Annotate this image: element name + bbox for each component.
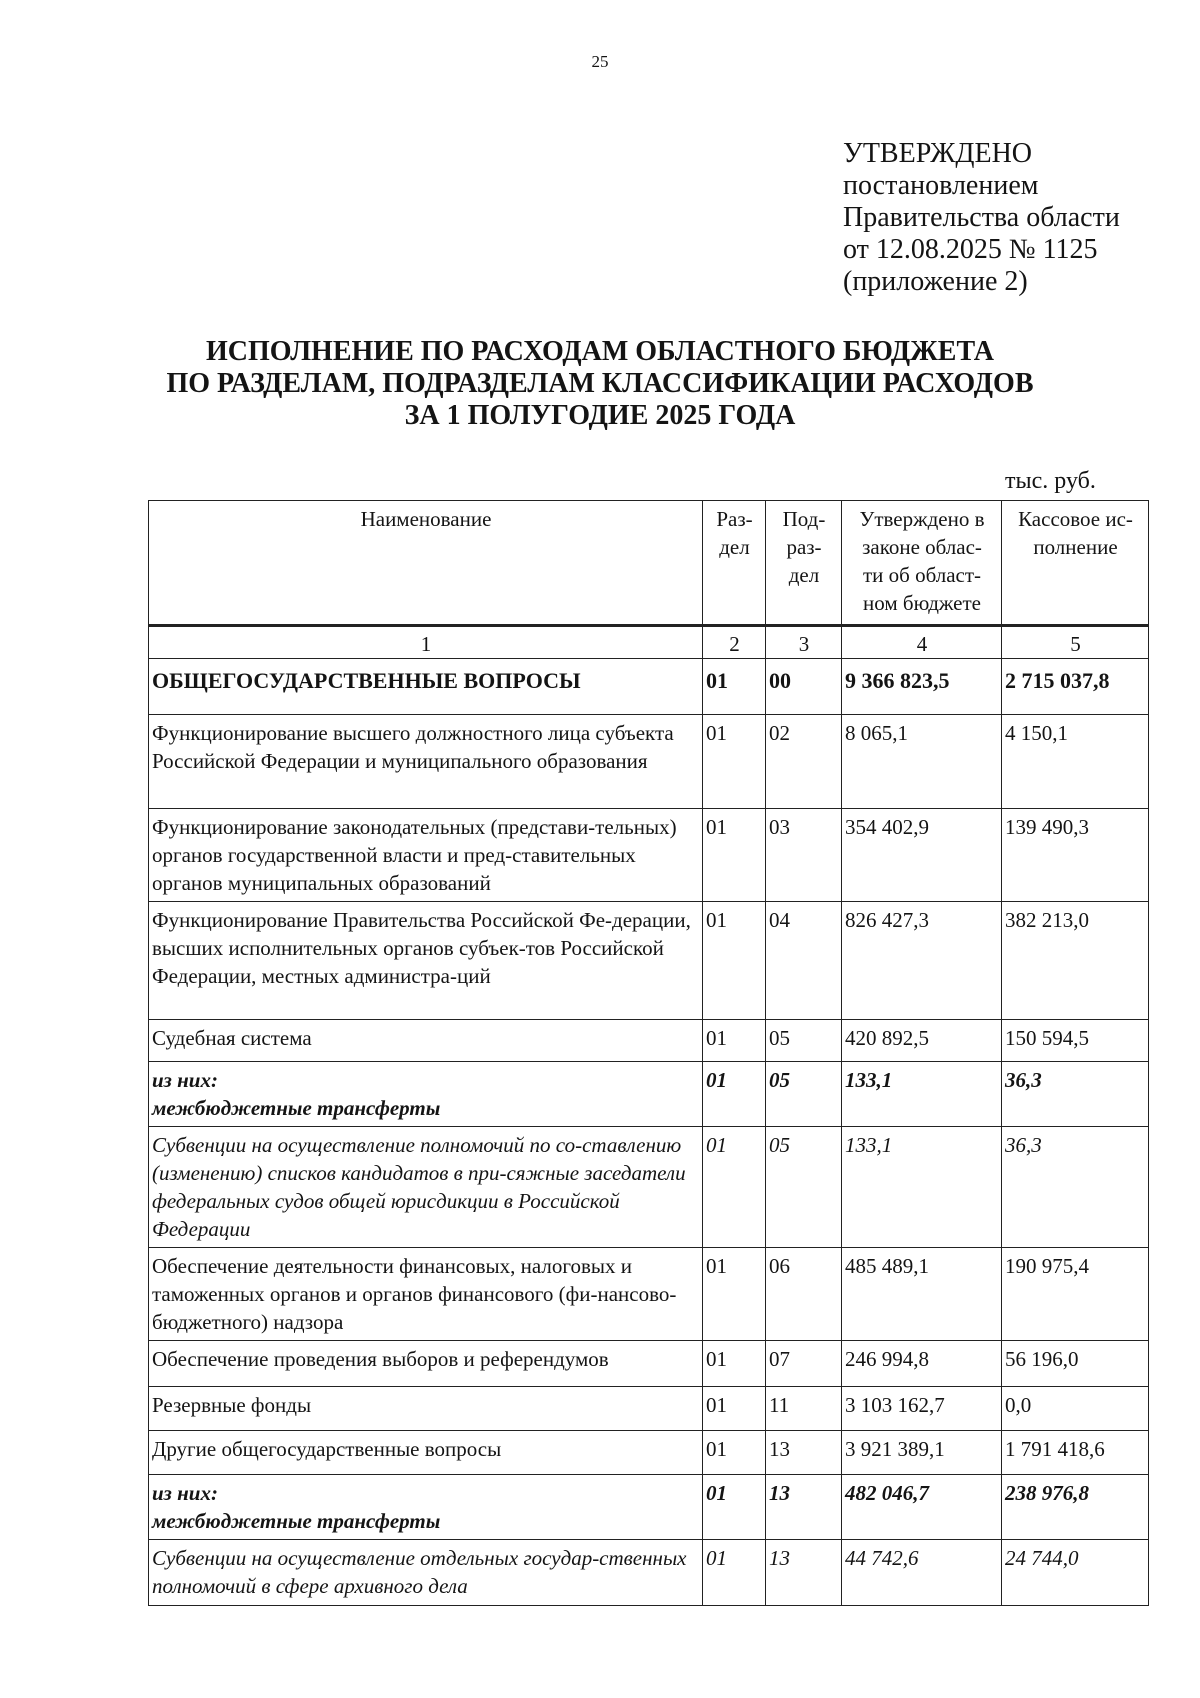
row-executed: 150 594,5 (1002, 1020, 1149, 1062)
title-line: ИСПОЛНЕНИЕ ПО РАСХОДАМ ОБЛАСТНОГО БЮДЖЕТА (206, 336, 994, 367)
row-section: 01 (703, 1248, 766, 1341)
row-approved: 133,1 (842, 1062, 1002, 1127)
table-row (149, 715, 1149, 809)
row-section: 01 (703, 1387, 766, 1431)
table-row (149, 1387, 1149, 1431)
row-approved: 485 489,1 (842, 1248, 1002, 1341)
row-executed: 0,0 (1002, 1387, 1149, 1431)
header-subsection: Под- раз- дел (766, 501, 842, 626)
row-subsection: 07 (766, 1341, 842, 1387)
table-row (149, 1020, 1149, 1062)
row-section: 01 (703, 1341, 766, 1387)
header-name: Наименование (149, 501, 703, 626)
approval-line: постановлением (843, 170, 1039, 201)
row-executed: 36,3 (1002, 1127, 1149, 1248)
row-approved: 826 427,3 (842, 902, 1002, 1020)
row-name: Другие общегосударственные вопросы (149, 1431, 703, 1475)
row-section: 01 (703, 715, 766, 809)
column-numbers-row (149, 626, 1149, 659)
row-executed: 238 976,8 (1002, 1475, 1149, 1540)
table-row (149, 902, 1149, 1020)
row-section: 01 (703, 1127, 766, 1248)
table-row (149, 1431, 1149, 1475)
row-executed: 190 975,4 (1002, 1248, 1149, 1341)
row-subsection: 11 (766, 1387, 842, 1431)
row-approved: 354 402,9 (842, 809, 1002, 902)
row-approved: 133,1 (842, 1127, 1002, 1248)
header-section: Раз- дел (703, 501, 766, 626)
table-row (149, 659, 1149, 715)
column-number: 2 (703, 626, 766, 659)
document-title (0, 336, 1200, 432)
column-number: 5 (1002, 626, 1149, 659)
row-approved: 8 065,1 (842, 715, 1002, 809)
header-executed: Кассовое ис- полнение (1002, 501, 1149, 626)
row-executed: 36,3 (1002, 1062, 1149, 1127)
approval-title: УТВЕРЖДЕНО (843, 138, 1033, 169)
row-name: Обеспечение деятельности финансовых, налоговых и таможенных органов и органов финансового (фи-нансово-бюджетного) надзора (149, 1248, 703, 1341)
row-section: 01 (703, 1475, 766, 1540)
row-name: Резервные фонды (149, 1387, 703, 1431)
column-number: 3 (766, 626, 842, 659)
row-approved: 482 046,7 (842, 1475, 1002, 1540)
row-subsection: 00 (766, 659, 842, 715)
units-label: тыс. руб. (1005, 468, 1096, 494)
row-subsection: 03 (766, 809, 842, 902)
header-approved: Утверждено в законе облас- ти об област- ном бюджете (842, 501, 1002, 626)
row-executed: 382 213,0 (1002, 902, 1149, 1020)
table-row (149, 1127, 1149, 1248)
row-subsection: 02 (766, 715, 842, 809)
row-subsection: 05 (766, 1062, 842, 1127)
row-section: 01 (703, 1431, 766, 1475)
page-number: 25 (591, 52, 609, 71)
row-subsection: 13 (766, 1431, 842, 1475)
table-row (149, 809, 1149, 902)
row-section: 01 (703, 809, 766, 902)
row-subsection: 06 (766, 1248, 842, 1341)
row-subsection: 05 (766, 1020, 842, 1062)
row-subsection: 13 (766, 1475, 842, 1540)
row-approved: 3 921 389,1 (842, 1431, 1002, 1475)
row-executed: 56 196,0 (1002, 1341, 1149, 1387)
approval-line: от 12.08.2025 № 1125 (843, 234, 1098, 265)
table-row (149, 1248, 1149, 1341)
row-section: 01 (703, 1020, 766, 1062)
row-name: из них: межбюджетные трансферты (149, 1062, 703, 1127)
approval-line: (приложение 2) (843, 266, 1028, 297)
row-executed: 2 715 037,8 (1002, 659, 1149, 715)
row-approved: 420 892,5 (842, 1020, 1002, 1062)
row-name: ОБЩЕГОСУДАРСТВЕННЫЕ ВОПРОСЫ (149, 659, 703, 715)
column-number: 1 (149, 626, 703, 659)
row-approved: 9 366 823,5 (842, 659, 1002, 715)
row-approved: 246 994,8 (842, 1341, 1002, 1387)
row-name: Субвенции на осуществление полномочий по со-ставлению (изменению) списков кандидатов в при-сяжные заседатели федеральных судов общей юрисдикции в Российской Федерации (149, 1127, 703, 1248)
row-name: Функционирование Правительства Российской Фе-дерации, высших исполнительных органов субъек-тов Российской Федерации, местных администра-ций (149, 902, 703, 1020)
table-row (149, 1475, 1149, 1540)
row-section: 01 (703, 1540, 766, 1606)
row-section: 01 (703, 659, 766, 715)
row-name: Функционирование высшего должностного лица субъекта Российской Федерации и муниципального образования (149, 715, 703, 809)
row-subsection: 13 (766, 1540, 842, 1606)
row-executed: 139 490,3 (1002, 809, 1149, 902)
row-name: Субвенции на осуществление отдельных государ-ственных полномочий в сфере архивного дела (149, 1540, 703, 1606)
row-subsection: 04 (766, 902, 842, 1020)
title-line: ПО РАЗДЕЛАМ, ПОДРАЗДЕЛАМ КЛАССИФИКАЦИИ РАСХОДОВ (166, 368, 1034, 399)
row-executed: 1 791 418,6 (1002, 1431, 1149, 1475)
row-name: из них: межбюджетные трансферты (149, 1475, 703, 1540)
column-number: 4 (842, 626, 1002, 659)
row-section: 01 (703, 1062, 766, 1127)
approval-stamp (843, 138, 1120, 298)
row-approved: 3 103 162,7 (842, 1387, 1002, 1431)
row-name: Судебная система (149, 1020, 703, 1062)
table-row (149, 1341, 1149, 1387)
table-header-row (149, 501, 1149, 626)
table-row (149, 1540, 1149, 1606)
table-row (149, 1062, 1149, 1127)
title-line: ЗА 1 ПОЛУГОДИЕ 2025 ГОДА (404, 400, 796, 431)
row-approved: 44 742,6 (842, 1540, 1002, 1606)
budget-table (148, 500, 1149, 1606)
row-executed: 24 744,0 (1002, 1540, 1149, 1606)
row-name: Обеспечение проведения выборов и референдумов (149, 1341, 703, 1387)
approval-line: Правительства области (843, 202, 1120, 233)
row-section: 01 (703, 902, 766, 1020)
row-executed: 4 150,1 (1002, 715, 1149, 809)
row-name: Функционирование законодательных (представи-тельных) органов государственной власти и пред-ставительных органов муниципальных образований (149, 809, 703, 902)
row-subsection: 05 (766, 1127, 842, 1248)
